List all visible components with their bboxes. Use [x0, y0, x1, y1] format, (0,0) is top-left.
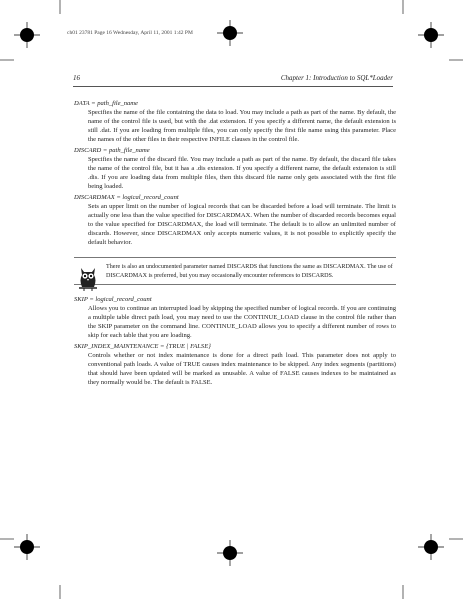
entry-text: Controls whether or not index maintenance is done for a direct path load. This parameter does not apply to conventional path loads. A value of TRUE causes index maintenance to be skipped. Any index segments (partitions) that should have been updated will be marked as unusable. A value of FALSE causes indexes to be maintained as they normally would be. The default is FALSE.	[88, 352, 396, 387]
note-box	[74, 257, 396, 285]
owl-icon	[77, 264, 99, 294]
entry-skip	[74, 295, 396, 340]
running-header	[73, 74, 393, 87]
entry-discardmax	[74, 193, 396, 247]
print-slug: ch01 23781 Page 16 Wednesday, April 11, 2001 1:42 PM	[67, 30, 193, 36]
body-content	[74, 99, 396, 389]
entry-text: Allows you to continue an interrupted load by skipping the specified number of logical records. If you are continuing a multiple table direct path load, you may need to use the CONTINUE_LOAD clause in the control file rather than the SKIP parameter on the command line. CONTINUE_LOAD allows you to specify a different number of rows to skip for each table that you are loading.	[88, 305, 396, 340]
entry-term: DISCARDMAX = logical_record_count	[74, 194, 179, 202]
page-number: 16	[73, 74, 80, 82]
note-text: There is also an undocumented parameter named DISCARDS that functions the same as DISCARDMAX. The use of DISCARDMAX is preferred, but you may occasionally encounter references to DISCARDS.	[106, 264, 393, 279]
entry-data	[74, 99, 396, 144]
entry-term: SKIP = logical_record_count	[74, 296, 152, 304]
entry-term: SKIP_INDEX_MAINTENANCE = {TRUE | FALSE}	[74, 343, 211, 351]
entry-discard	[74, 146, 396, 191]
entry-term: DISCARD = path_file_name	[74, 147, 150, 155]
chapter-title: Chapter 1: Introduction to SQL*Loader	[280, 74, 393, 82]
entry-text: Specifies the name of the discard file. You may include a path as part of the name. By default, the discard file takes the name of the control file, but it has a .dis extension. If you specify a different name, the default extension is still .dis. If you are loading data from multiple files, then this discard file name only gets associated with the first file being loaded.	[88, 156, 396, 191]
entry-skip-index-maintenance	[74, 342, 396, 387]
entry-text: Specifies the name of the file containing the data to load. You may include a path as part of the name. By default, the name of the control file is used, but with the .dat extension. If you specify a different name, the default extension is still .dat. If you are loading from multiple files, you can only specify the first file name using this parameter. Place the names of the other files in their respective INFILE clauses in the control file.	[88, 109, 396, 144]
entry-text: Sets an upper limit on the number of logical records that can be discarded before a load will terminate. The limit is actually one less than the value specified for DISCARDMAX. When the number of discarded records becomes equal to the value specified for DISCARDMAX, the load will terminate. The default is to allow an unlimited number of discards. However, since DISCARDMAX only accepts numeric values, it is not possible to explicitly specify the default behavior.	[88, 203, 396, 247]
entry-term: DATA = path_file_name	[74, 100, 138, 107]
